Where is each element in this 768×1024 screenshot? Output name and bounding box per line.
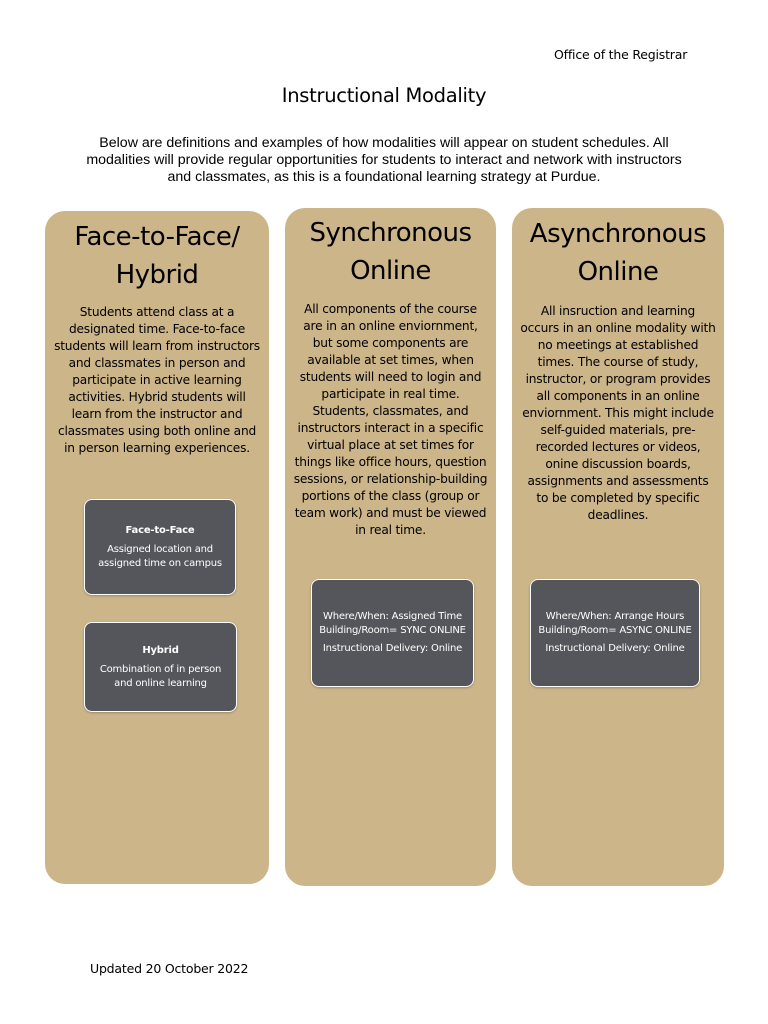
box-line-building-room: Building/Room= ASYNC ONLINE [538, 625, 692, 636]
box-line-delivery: Instructional Delivery: Online [322, 643, 463, 654]
column-description: Students attend class at a designated time. Face-to-face students will learn from instructors and classmates in person and participate in active learning activities. Hybrid students will learn from the instructor and classmates using both online and in person learning experiences. [54, 305, 260, 455]
column-face-to-face-hybrid [45, 211, 269, 884]
box-text: Assigned location and assigned time on campus [98, 543, 222, 569]
updated-date: Updated 20 October 2022 [90, 961, 249, 976]
box-text: Combination of in person and online learning [99, 663, 222, 689]
sync-schedule-box [311, 579, 474, 687]
intro-paragraph: Below are definitions and examples of how modalities will appear on student schedules. All modalities will provide regular opportunities for students to interact and network with instructors and classmates, as this is a foundational learning strategy at Purdue. [86, 135, 682, 185]
office-name: Office of the Registrar [554, 47, 688, 62]
hybrid-box [84, 622, 237, 712]
column-synchronous-online [285, 208, 496, 886]
box-line-where-when: Where/When: Assigned Time [323, 611, 462, 622]
box-title: Face-to-Face [125, 524, 195, 536]
column-asynchronous-online [512, 208, 724, 886]
column-title: Face-to-Face/ Hybrid [74, 222, 240, 290]
column-description: All components of the course are in an online enviornment, but some components are available at set times, when students will need to login and participate in real time. Students, classmates, and instructors interact in a specific virtual place at set times for things like office hours, question sessions, or relationship-building portions of the class (group or team work) and must be viewed in real time. [293, 302, 488, 537]
page-title: Instructional Modality [281, 84, 487, 107]
async-schedule-box [530, 579, 700, 687]
face-to-face-box [84, 499, 236, 595]
box-line-where-when: Where/When: Arrange Hours [545, 611, 685, 622]
box-line-delivery: Instructional Delivery: Online [545, 643, 685, 654]
box-title: Hybrid [142, 644, 179, 656]
column-description: All insruction and learning occurs in an online modality with no meetings at established times. The course of study, instructor, or program provides all components in an online enviornment. This might include self-guided materials, pre-recorded lectures or videos, onine discussion boards, assignments and assessments to be completed by specific deadlines. [520, 304, 716, 522]
column-title: Asynchronous Online [529, 219, 707, 287]
box-line-building-room: Building/Room= SYNC ONLINE [319, 625, 466, 636]
column-title: Synchronous Online [309, 218, 472, 286]
